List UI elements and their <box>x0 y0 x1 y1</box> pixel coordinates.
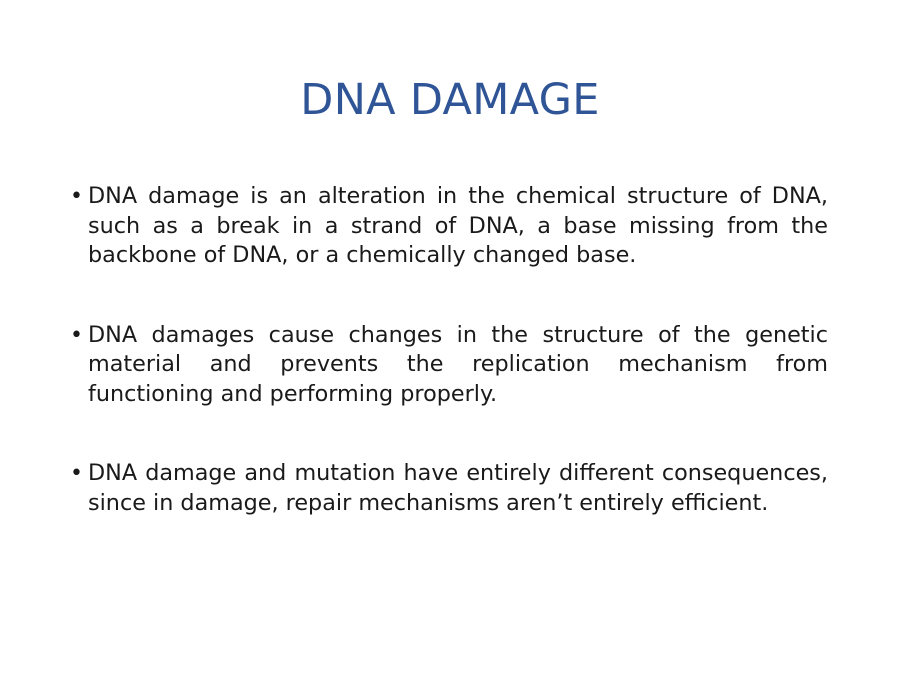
bullet-text: DNA damage is an alteration in the chemical structure of DNA, such as a break in a strand of DNA, a base missing from the backbone of DNA, or a chemically changed base. <box>88 183 828 268</box>
bullet-item <box>70 182 828 271</box>
bullet-dot-icon: • <box>70 461 83 486</box>
bullet-dot-icon: • <box>70 184 83 209</box>
bullet-item <box>70 459 828 518</box>
bullet-text: DNA damages cause changes in the structure of the genetic material and prevents the replication mechanism from functioning and performing properly. <box>88 321 828 407</box>
bullet-item <box>70 321 828 410</box>
slide-title: DNA DAMAGE <box>300 75 600 125</box>
bullet-list <box>70 182 828 518</box>
bullet-text: DNA damage and mutation have entirely different consequences, since in damage, repair mechanisms aren’t entirely efficient. <box>88 460 828 516</box>
bullet-dot-icon: • <box>70 322 83 348</box>
